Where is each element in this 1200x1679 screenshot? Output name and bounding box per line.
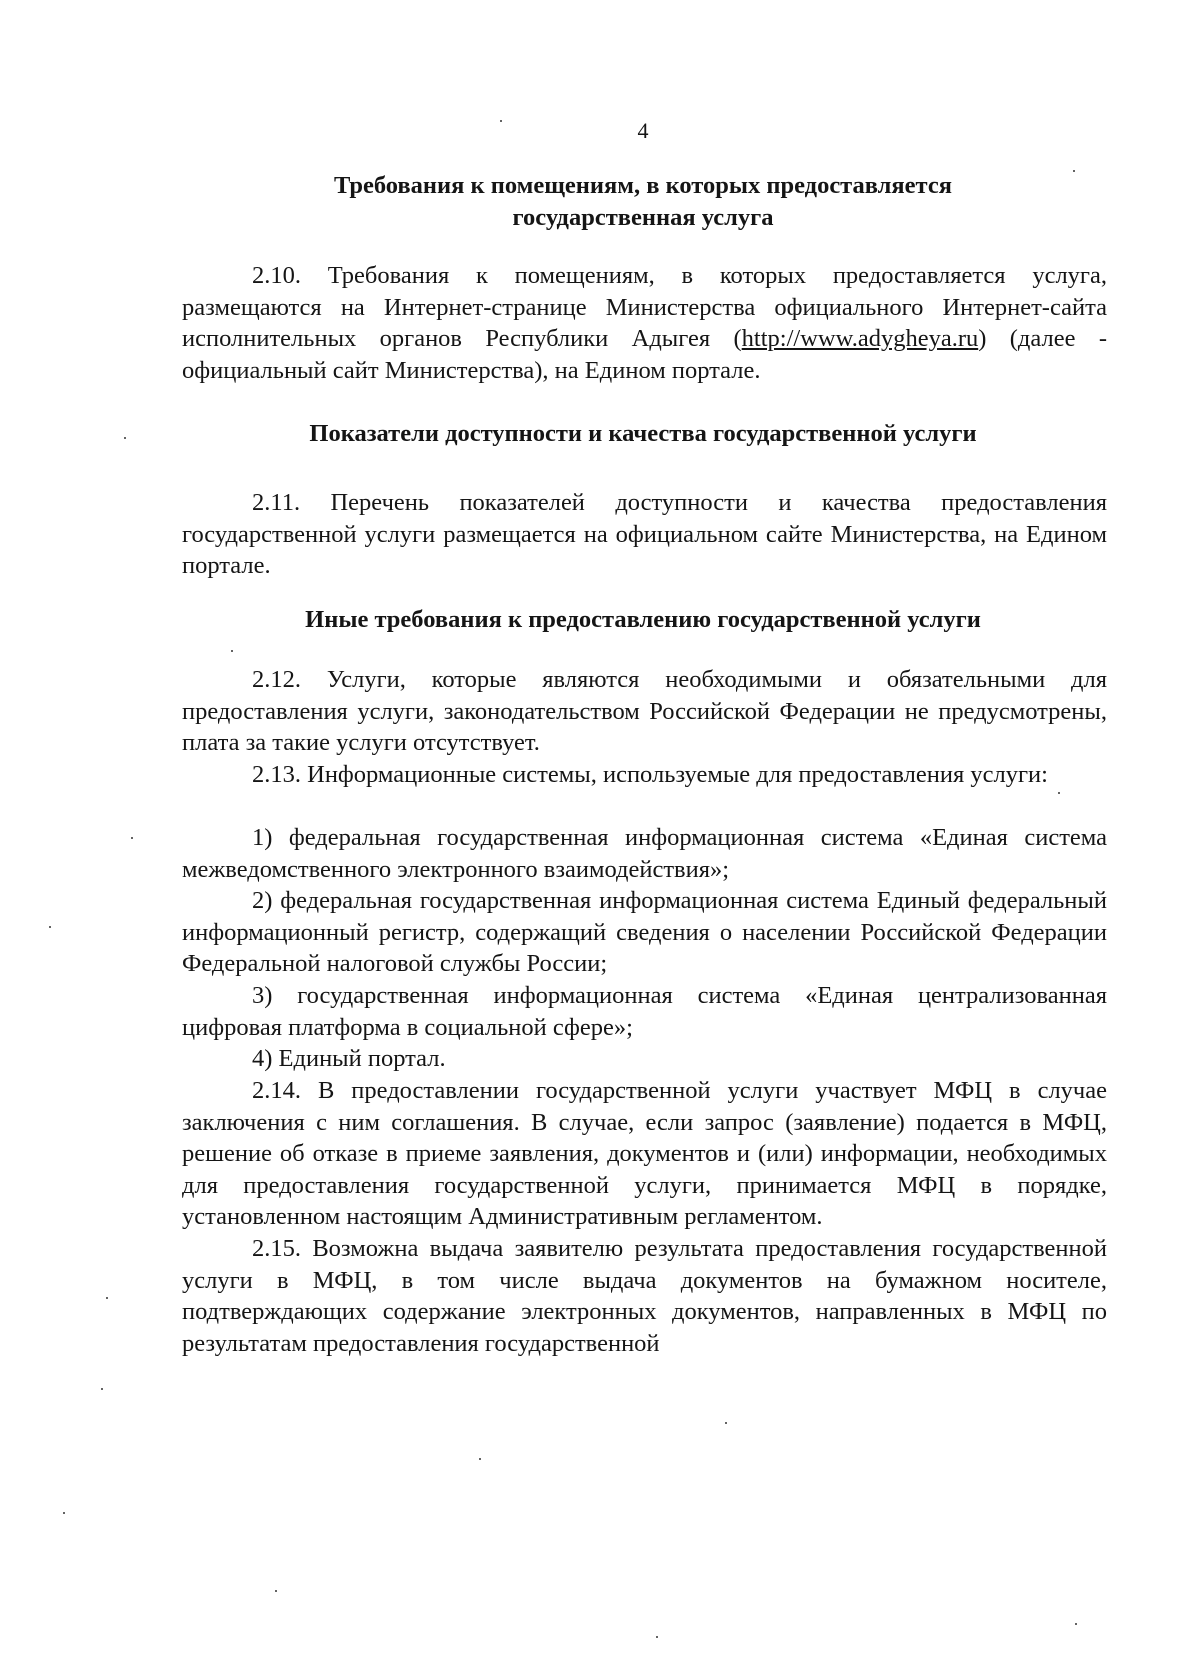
list-item-4: 4) Единый портал.	[252, 1045, 446, 1072]
scan-speck	[106, 1297, 108, 1299]
paragraph-2-13: 2.13. Информационные системы, используемые для предоставления услуги:	[252, 761, 1048, 788]
scan-speck	[1075, 1623, 1077, 1625]
page-number: 4	[637, 118, 649, 143]
scan-speck	[275, 1590, 277, 1592]
scan-speck	[725, 1422, 727, 1424]
scan-speck	[656, 1636, 658, 1638]
paragraph-2-10-text-a: 2.10. Требования к помещениям, в которых предоставляется услуга, размещаются на Интернет-странице Министерства официального Интернет-сайта исполнительных органов Республики Адыгея (	[182, 262, 1107, 352]
scan-speck	[1058, 792, 1060, 794]
list-item-3: 3) государственная информационная система «Единая централизованная цифровая платформа в социальной сфере»;	[182, 982, 1107, 1041]
scan-speck	[131, 837, 133, 839]
section-heading-accessibility: Показатели доступности и качества государственной услуги	[309, 420, 977, 447]
scan-speck	[124, 437, 126, 439]
paragraph-2-14: 2.14. В предоставлении государственной услуги участвует МФЦ в случае заключения с ним соглашения. В случае, если запрос (заявление) подается в МФЦ, решение об отказе в приеме заявления, документов и (или) информации, необходимых для предоставления государственной услуги, принимается МФЦ в порядке, установленном настоящим Административным регламентом.	[182, 1077, 1107, 1230]
scan-speck	[500, 120, 502, 122]
scan-speck	[49, 926, 51, 928]
paragraph-2-11: 2.11. Перечень показателей доступности и качества предоставления государственной услуги размещается на официальном сайте Министерства, на Едином портале.	[182, 489, 1107, 579]
paragraph-2-10	[182, 260, 1107, 386]
heading-line-1: Требования к помещениям, в которых предоставляется	[333, 172, 953, 199]
website-link[interactable]: http://www.adygheya.ru	[741, 325, 979, 352]
paragraph-2-10-text-b: ) (далее - официальный сайт Министерства), на Едином портале.	[182, 325, 1107, 384]
scan-speck	[63, 1512, 65, 1514]
scan-speck	[479, 1458, 481, 1460]
paragraph-2-12: 2.12. Услуги, которые являются необходимыми и обязательными для предоставления услуги, законодательством Российской Федерации не предусмотрены, плата за такие услуги отсутствует.	[182, 666, 1107, 756]
paragraph-2-15: 2.15. Возможна выдача заявителю результата предоставления государственной услуги в МФЦ, в том числе выдача документов на бумажном носителе, подтверждающих содержание электронных документов, направленных в МФЦ по результатам предоставления государственной	[182, 1235, 1107, 1357]
list-item-2: 2) федеральная государственная информационная система Единый федеральный информационный регистр, содержащий сведения о населении Российской Федерации Федеральной налоговой службы России;	[182, 887, 1107, 977]
scan-speck	[231, 650, 233, 652]
list-item-1: 1) федеральная государственная информационная система «Единая система межведомственного электронного взаимодействия»;	[182, 824, 1107, 883]
heading-line-2: государственная услуга	[512, 204, 774, 231]
section-heading-premises	[178, 170, 1108, 234]
scan-speck	[1073, 170, 1075, 172]
section-heading-other-requirements: Иные требования к предоставлению государственной услуги	[305, 606, 981, 633]
scan-speck	[101, 1388, 103, 1390]
